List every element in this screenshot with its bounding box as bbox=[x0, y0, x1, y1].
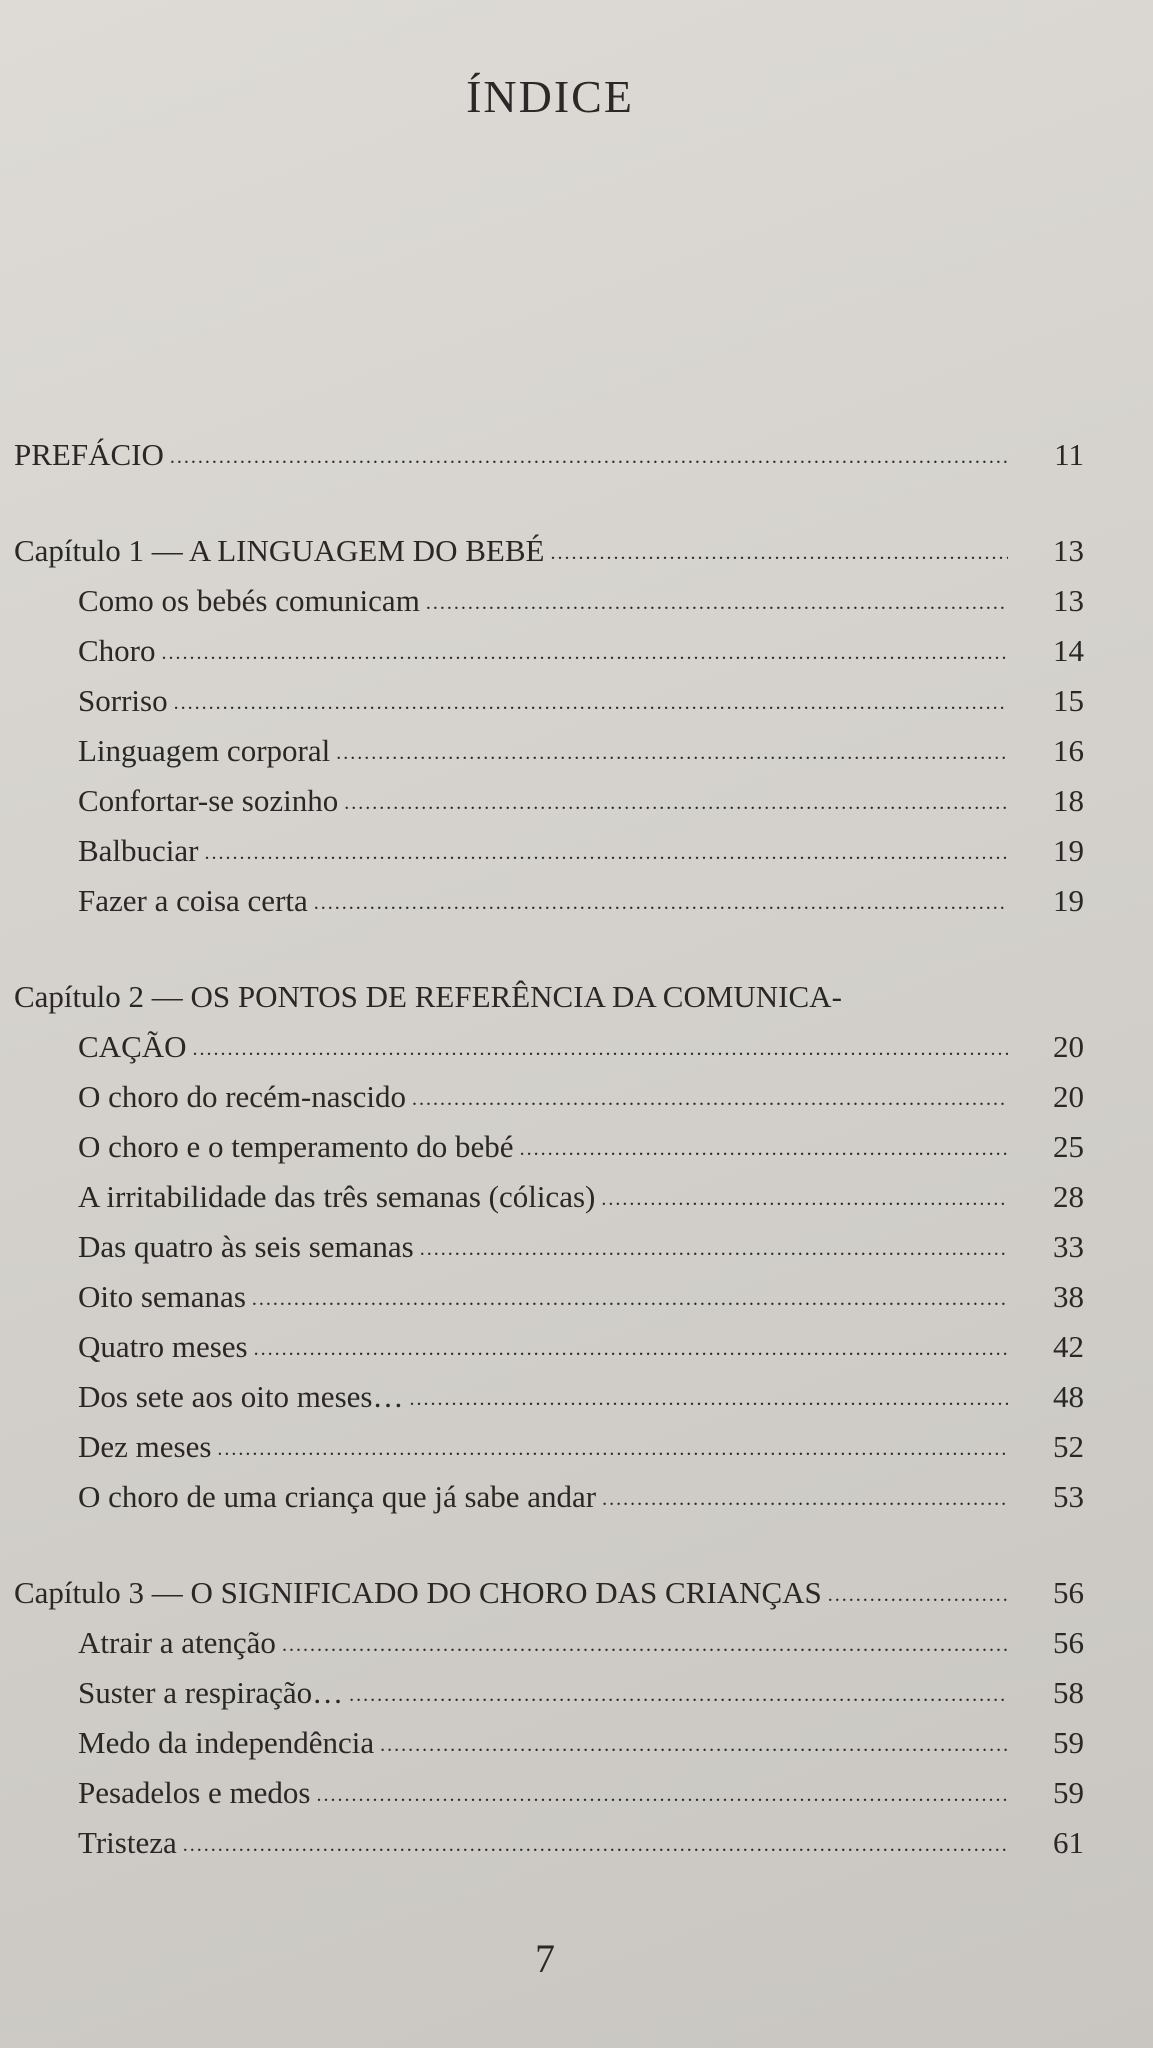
toc-entry-page: 20 bbox=[1053, 1029, 1084, 1064]
toc-section[interactable] bbox=[14, 876, 1084, 926]
leader-dots bbox=[252, 1270, 1008, 1324]
toc-section-page: 15 bbox=[1053, 683, 1084, 718]
toc-section[interactable] bbox=[14, 626, 1084, 676]
toc-section-label: Balbuciar bbox=[78, 833, 199, 868]
toc-section-page: 48 bbox=[1053, 1379, 1084, 1414]
toc-section-page: 25 bbox=[1053, 1129, 1084, 1164]
toc-section[interactable] bbox=[14, 676, 1084, 726]
toc-section-label: A irritabilidade das três semanas (cólicas) bbox=[78, 1179, 596, 1214]
toc-section[interactable] bbox=[14, 1322, 1084, 1372]
leader-dots bbox=[601, 1170, 1008, 1224]
toc-section-label: Confortar-se sozinho bbox=[78, 783, 339, 818]
toc-entry-page: 11 bbox=[1054, 437, 1084, 472]
toc-section-page: 59 bbox=[1053, 1775, 1084, 1810]
toc-chapter-3[interactable] bbox=[14, 1568, 1084, 1618]
leader-dots bbox=[282, 1616, 1008, 1670]
toc-section[interactable] bbox=[14, 1768, 1084, 1818]
leader-dots bbox=[336, 724, 1008, 778]
toc-section[interactable] bbox=[14, 1718, 1084, 1768]
leader-dots bbox=[205, 824, 1008, 878]
toc-section-label: Dez meses bbox=[78, 1429, 212, 1464]
leader-dots bbox=[602, 1470, 1008, 1524]
toc-section[interactable] bbox=[14, 1668, 1084, 1718]
toc-section[interactable] bbox=[14, 726, 1084, 776]
toc-section-label: Dos sete aos oito meses… bbox=[78, 1379, 404, 1414]
leader-dots bbox=[349, 1666, 1008, 1720]
leader-dots bbox=[380, 1716, 1008, 1770]
toc-section-page: 38 bbox=[1053, 1279, 1084, 1314]
toc-section[interactable] bbox=[14, 1272, 1084, 1322]
toc-section[interactable] bbox=[14, 1172, 1084, 1222]
toc-section[interactable] bbox=[14, 1818, 1084, 1868]
leader-dots bbox=[409, 1370, 1008, 1424]
leader-dots bbox=[550, 524, 1008, 578]
toc-chapter-2[interactable] bbox=[14, 1022, 1084, 1072]
page-title: ÍNDICE bbox=[466, 71, 634, 122]
leader-dots bbox=[254, 1320, 1008, 1374]
toc-section-label: Das quatro às seis semanas bbox=[78, 1229, 414, 1264]
table-of-contents bbox=[14, 430, 1084, 1868]
chapter-heading: Capítulo 2 — OS PONTOS DE REFERÊNCIA DA COMUNICA- bbox=[14, 979, 842, 1014]
leader-dots bbox=[174, 674, 1008, 728]
chapter-heading-continued: CAÇÃO bbox=[78, 1029, 187, 1064]
toc-section-page: 42 bbox=[1053, 1329, 1084, 1364]
chapter-heading: Capítulo 1 — A LINGUAGEM DO BEBÉ bbox=[14, 533, 545, 568]
toc-section-label: Atrair a atenção bbox=[78, 1625, 276, 1660]
toc-section-label: Medo da independência bbox=[78, 1725, 375, 1760]
toc-section-page: 58 bbox=[1053, 1675, 1084, 1710]
toc-chapter-1[interactable] bbox=[14, 526, 1084, 576]
toc-section[interactable] bbox=[14, 1072, 1084, 1122]
leader-dots bbox=[170, 428, 1008, 482]
toc-section[interactable] bbox=[14, 1422, 1084, 1472]
toc-entry-label: PREFÁCIO bbox=[14, 437, 164, 472]
toc-section-page: 59 bbox=[1053, 1725, 1084, 1760]
toc-section-page: 53 bbox=[1053, 1479, 1084, 1514]
toc-section-page: 18 bbox=[1053, 783, 1084, 818]
toc-section-label: O choro de uma criança que já sabe andar bbox=[78, 1479, 597, 1514]
leader-dots bbox=[344, 774, 1008, 828]
toc-section[interactable] bbox=[14, 1222, 1084, 1272]
toc-section-page: 14 bbox=[1053, 633, 1084, 668]
toc-section-page: 16 bbox=[1053, 733, 1084, 768]
toc-section-page: 20 bbox=[1053, 1079, 1084, 1114]
toc-section[interactable] bbox=[14, 1122, 1084, 1172]
toc-section-label: Linguagem corporal bbox=[78, 733, 331, 768]
leader-dots bbox=[183, 1816, 1008, 1870]
toc-section-label: Oito semanas bbox=[78, 1279, 246, 1314]
toc-section-label: Tristeza bbox=[78, 1825, 177, 1860]
toc-section-page: 28 bbox=[1053, 1179, 1084, 1214]
toc-section-label: Sorriso bbox=[78, 683, 168, 718]
toc-section-label: Suster a respiração… bbox=[78, 1675, 344, 1710]
toc-section[interactable] bbox=[14, 1472, 1084, 1522]
leader-dots bbox=[217, 1420, 1008, 1474]
toc-section[interactable] bbox=[14, 826, 1084, 876]
leader-dots bbox=[420, 1220, 1008, 1274]
toc-entry-page: 56 bbox=[1053, 1575, 1084, 1610]
toc-section[interactable] bbox=[14, 1618, 1084, 1668]
toc-section-page: 52 bbox=[1053, 1429, 1084, 1464]
toc-section-page: 13 bbox=[1053, 583, 1084, 618]
page-number: 7 bbox=[535, 1936, 555, 1981]
leader-dots bbox=[520, 1120, 1008, 1174]
toc-entry-preface[interactable] bbox=[14, 430, 1084, 480]
leader-dots bbox=[426, 574, 1008, 628]
toc-entry-page: 13 bbox=[1053, 533, 1084, 568]
toc-section-page: 56 bbox=[1053, 1625, 1084, 1660]
toc-section-label: Fazer a coisa certa bbox=[78, 883, 308, 918]
toc-section-label: Choro bbox=[78, 633, 156, 668]
toc-section-label: O choro do recém-nascido bbox=[78, 1079, 406, 1114]
toc-section[interactable] bbox=[14, 1372, 1084, 1422]
leader-dots bbox=[412, 1070, 1008, 1124]
toc-section-label: Como os bebés comunicam bbox=[78, 583, 420, 618]
chapter-heading: Capítulo 3 — O SIGNIFICADO DO CHORO DAS CRIANÇAS bbox=[14, 1575, 822, 1610]
toc-section-page: 61 bbox=[1053, 1825, 1084, 1860]
leader-dots bbox=[162, 624, 1009, 678]
toc-section-label: Quatro meses bbox=[78, 1329, 248, 1364]
toc-section-page: 19 bbox=[1053, 833, 1084, 868]
leader-dots bbox=[314, 874, 1008, 928]
toc-section-page: 33 bbox=[1053, 1229, 1084, 1264]
toc-section-label: O choro e o temperamento do bebé bbox=[78, 1129, 514, 1164]
leader-dots bbox=[193, 1020, 1008, 1074]
leader-dots bbox=[316, 1766, 1008, 1820]
leader-dots bbox=[828, 1566, 1008, 1620]
toc-section-label: Pesadelos e medos bbox=[78, 1775, 311, 1810]
toc-section[interactable] bbox=[14, 576, 1084, 626]
toc-section-page: 19 bbox=[1053, 883, 1084, 918]
toc-section[interactable] bbox=[14, 776, 1084, 826]
